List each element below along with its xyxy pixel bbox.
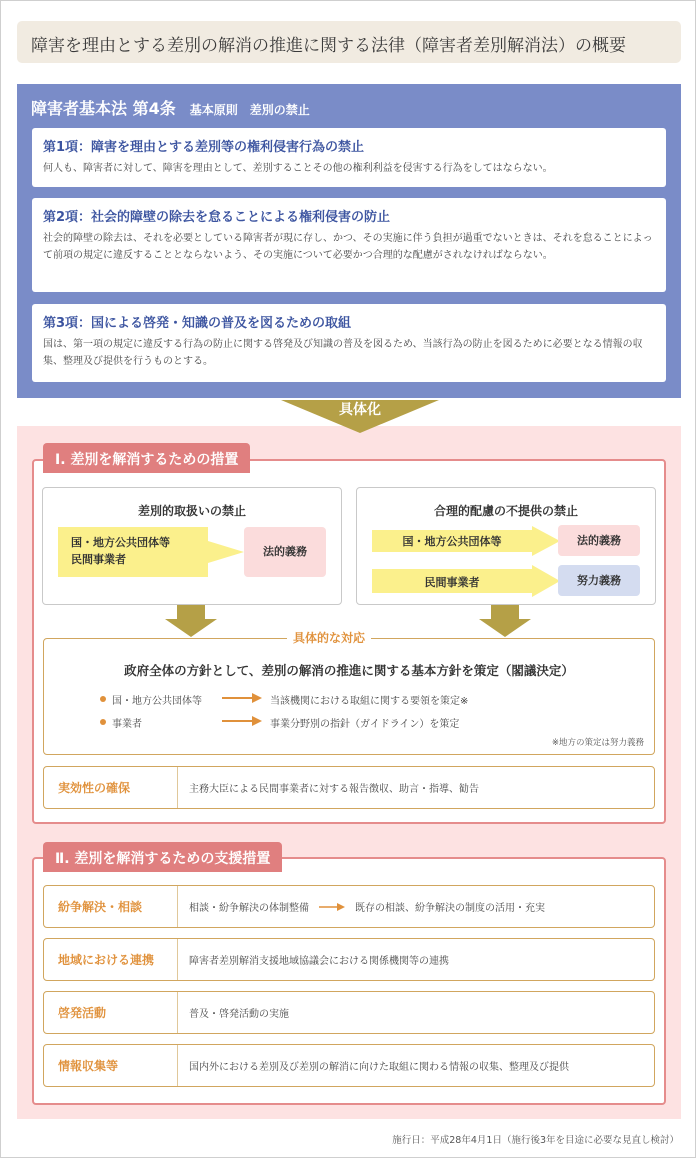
concrete-response-label: 具体的な対応 — [287, 629, 371, 646]
support-row — [43, 938, 655, 981]
clause-body: 国は、第一項の規定に違反する行為の防止に関する啓発及び知識の普及を図るため、当該行為の防止を図るために必要となる情報の収集、整理及び提供を行うものとする。 — [43, 339, 643, 367]
support-row-text: 障害者差別解消支援地域協議会における関係機関等の連携 — [189, 956, 449, 967]
basic-policy-text: 政府全体の方針として、差別の解消の推進に関する基本方針を策定（閣議決定） — [124, 663, 574, 678]
clause-body: 社会的障壁の除去は、それを必要としている障害者が現に存し、かつ、その実施に伴う負担が過重でないときは、それを怠ることによって前項の規定に違反することとならないよう、その実施について必要かつ合理的な配慮がされなければならない。 — [43, 233, 653, 261]
clause-heading: 第3項：国による啓発・知識の普及を図るための取組 — [43, 316, 352, 331]
response-action: 当該機関における取組に関する要領を策定※ — [270, 696, 469, 707]
down-arrow-icon — [479, 605, 531, 637]
right-arrow-icon — [319, 902, 345, 912]
support-row-text-part1: 相談・紛争解決の体制整備 — [189, 903, 309, 914]
discriminatory-treatment-title: 差別的取扱いの禁止 — [137, 504, 246, 518]
basic-law-subtitle: 基本原則 差別の禁止 — [189, 103, 310, 117]
support-row-label: 情報収集等 — [44, 1045, 178, 1086]
clause-3 — [32, 304, 666, 382]
subject-list — [71, 534, 170, 568]
legal-duty-badge: 法的義務 — [244, 527, 326, 577]
basic-law-title: 障害者基本法 第4条 — [31, 99, 176, 118]
reasonable-accommodation-title: 合理的配慮の不提供の禁止 — [433, 504, 578, 518]
support-row-text-part2: 既存の相談、紛争解決の制度の活用・充実 — [355, 903, 545, 914]
support-row-label: 啓発活動 — [44, 992, 178, 1033]
right-arrow-icon — [222, 692, 262, 704]
concretize-arrow — [281, 395, 439, 435]
effort-duty-badge: 努力義務 — [558, 565, 640, 596]
clause-heading: 第2項：社会的障壁の除去を怠ることによる権利侵害の防止 — [43, 210, 391, 225]
section-2-tab: Ⅱ. 差別を解消するための支援措置 — [43, 842, 282, 872]
concretize-label: 具体化 — [339, 402, 381, 418]
bullet-icon — [100, 696, 106, 702]
basic-law-panel — [17, 84, 681, 398]
support-row-text — [189, 886, 545, 927]
effectiveness-text: 主務大臣による民間事業者に対する報告徴収、助言・指導、勧告 — [189, 784, 479, 795]
concrete-response-box — [43, 638, 655, 755]
support-row — [43, 1044, 655, 1087]
bullet-icon — [100, 719, 106, 725]
support-row-label: 地域における連携 — [44, 939, 178, 980]
clause-2 — [32, 198, 666, 292]
support-row-label: 紛争解決・相談 — [44, 886, 178, 927]
subject-private: 民間事業者 — [71, 553, 126, 566]
clause-heading: 第1項：障害を理由とする差別等の権利侵害行為の禁止 — [43, 140, 365, 155]
support-row-text: 国内外における差別及び差別の解消に向けた取組に関わる情報の収集、整理及び提供 — [189, 1062, 569, 1073]
page-title: 障害を理由とする差別の解消の推進に関する法律（障害者差別解消法）の概要 — [31, 36, 626, 56]
down-arrow-icon — [165, 605, 217, 637]
clause-body: 何人も、障害者に対して、障害を理由として、差別することその他の権利利益を侵害する行為をしてはならない。 — [43, 163, 553, 174]
subject-government: 国・地方公共団体等 — [71, 536, 170, 549]
basic-law-heading — [31, 96, 310, 119]
clause-1 — [32, 128, 666, 187]
response-action: 事業分野別の指針（ガイドライン）を策定 — [270, 719, 460, 730]
footnote: ※地方の策定は努力義務 — [551, 738, 644, 748]
support-row — [43, 991, 655, 1034]
support-row-text: 普及・啓発活動の実施 — [189, 1009, 289, 1020]
effectiveness-label: 実効性の確保 — [44, 767, 178, 808]
effectiveness-row — [43, 766, 655, 809]
support-row — [43, 885, 655, 928]
subject-government: 国・地方公共団体等 — [402, 535, 502, 548]
legal-duty-badge: 法的義務 — [558, 525, 640, 556]
response-subject: 事業者 — [112, 719, 142, 730]
subject-private: 民間事業者 — [424, 576, 480, 589]
title-bar — [17, 21, 681, 63]
section-1-tab: Ⅰ. 差別を解消するための措置 — [43, 443, 250, 473]
right-arrow-icon — [222, 715, 262, 727]
effective-date: 施行日：平成28年4月1日（施行後3年を目途に必要な見直し検討） — [392, 1135, 679, 1146]
response-subject: 国・地方公共団体等 — [112, 696, 202, 707]
